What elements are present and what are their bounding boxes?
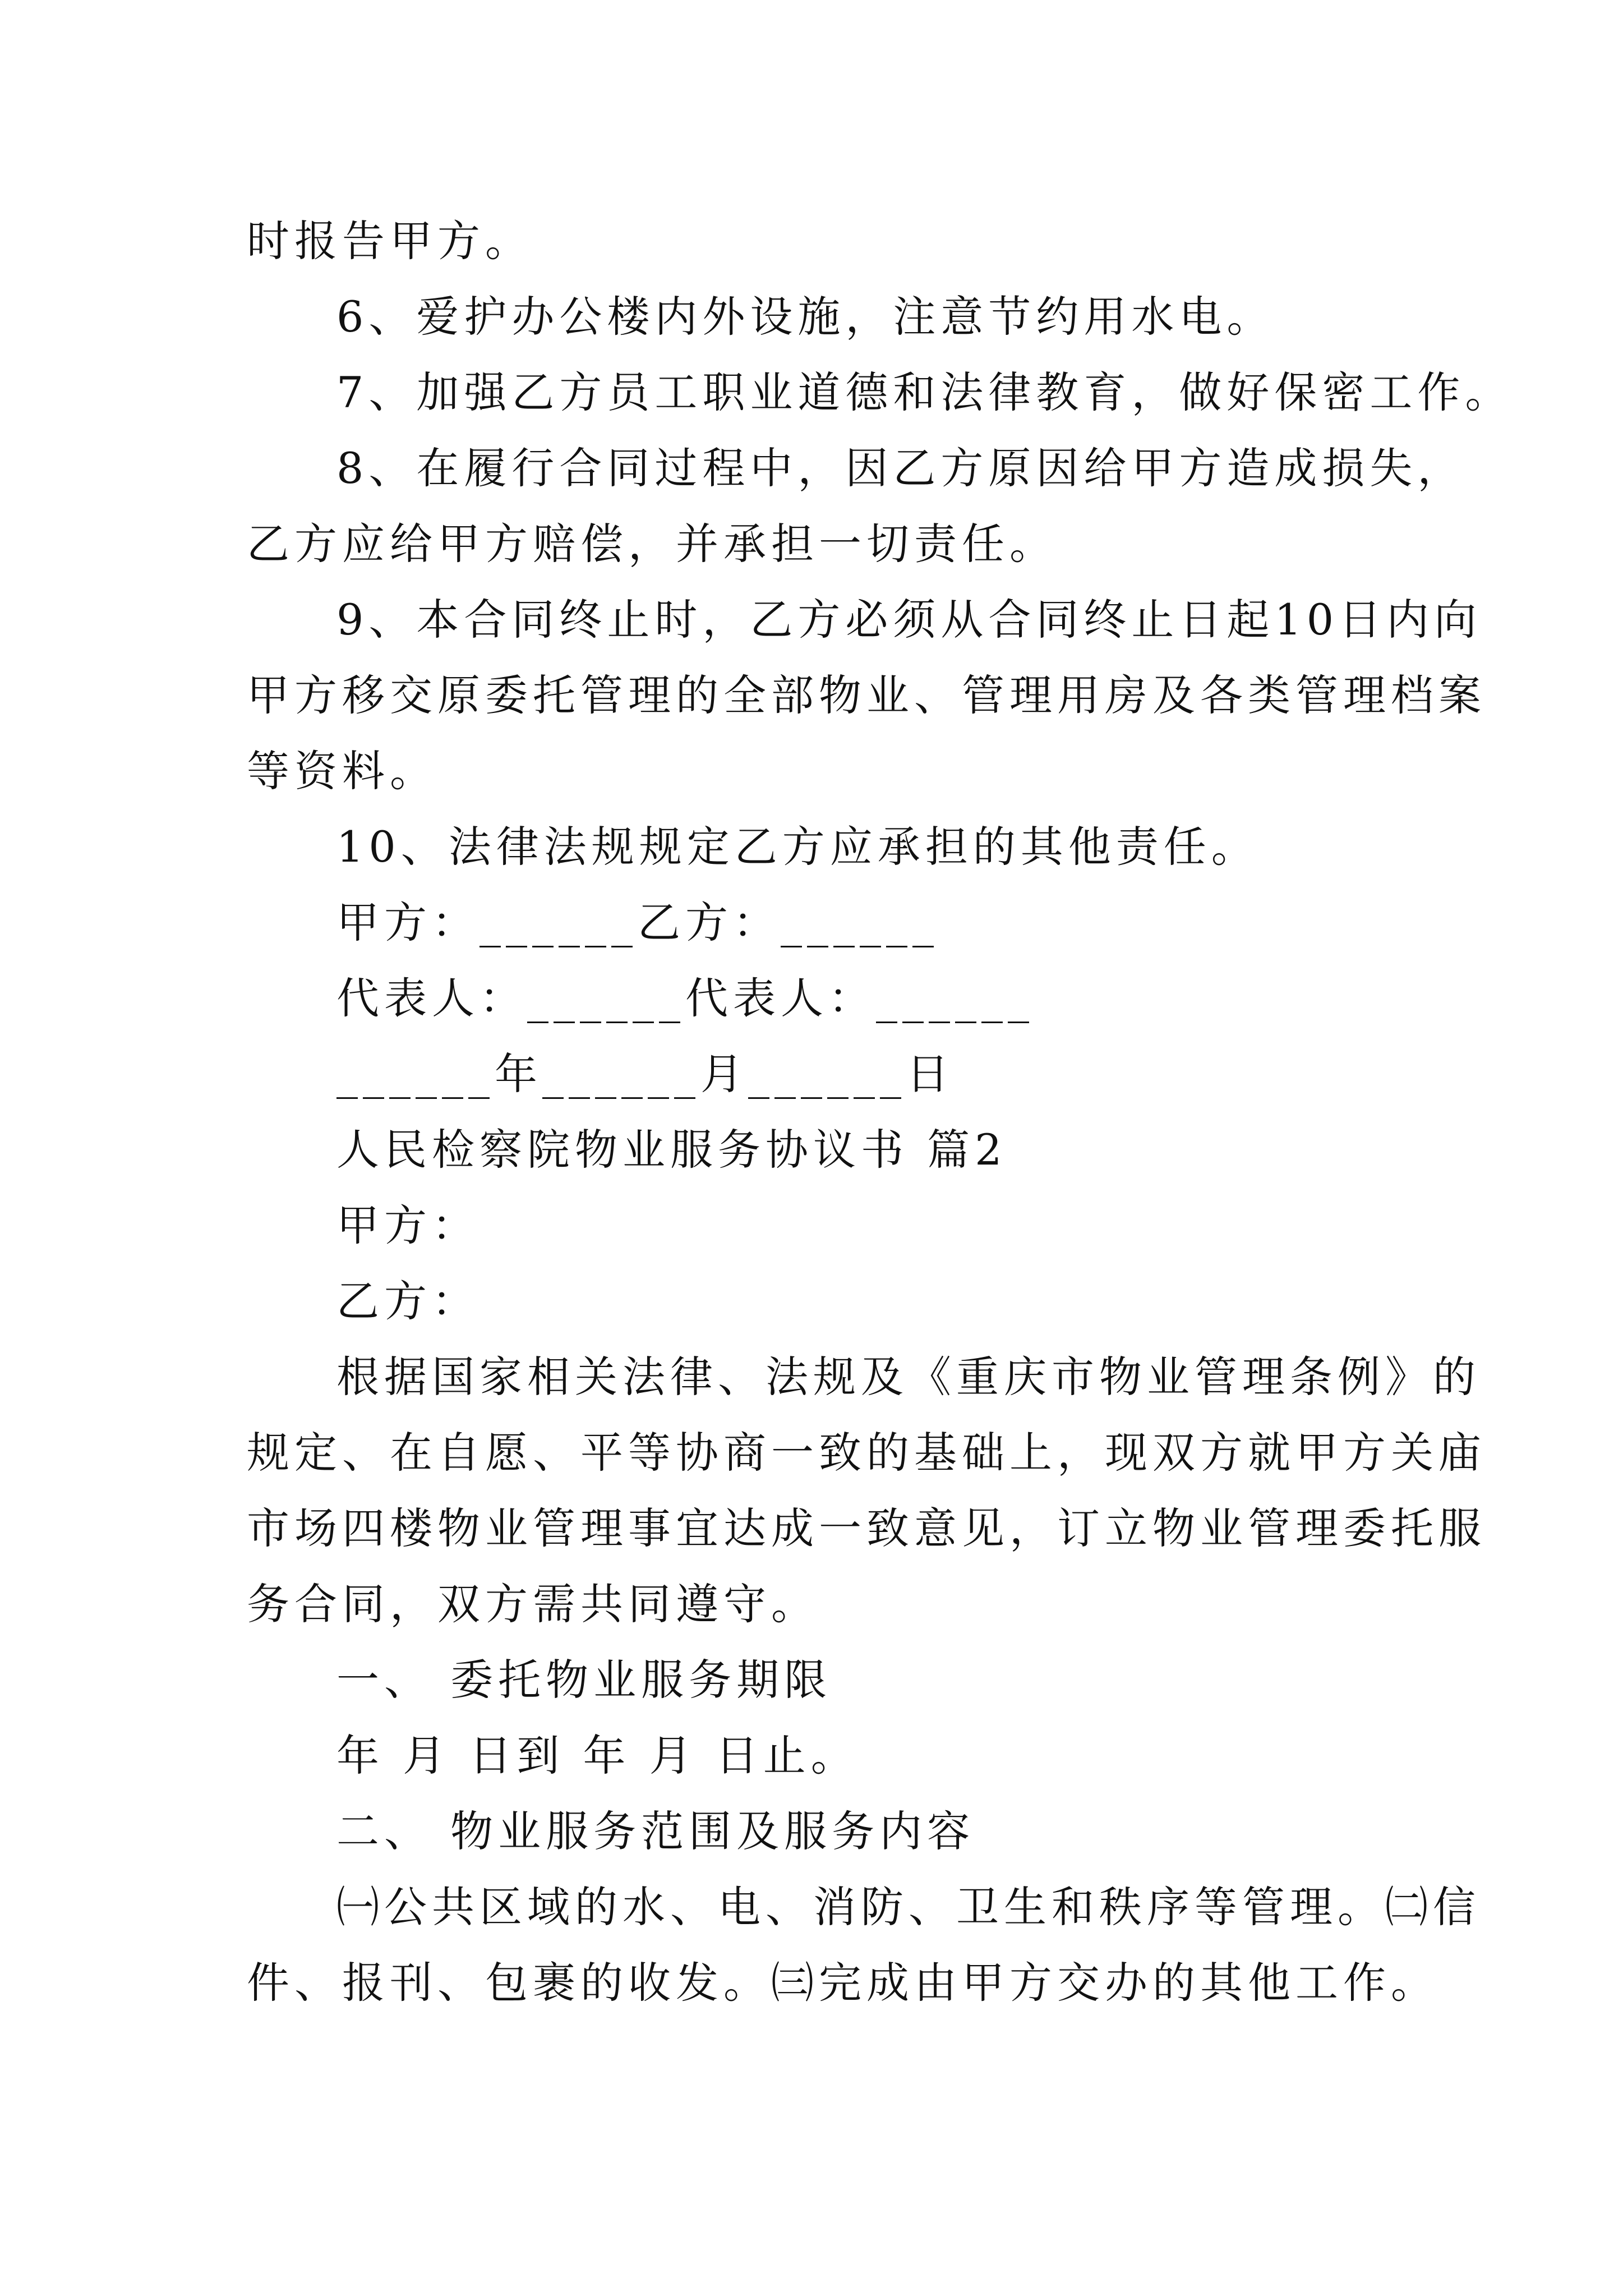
text-line: 10、法律法规规定乙方应承担的其他责任。: [336, 822, 1259, 872]
text-line: 年 月 日到 年 月 日止。: [336, 1731, 859, 1780]
text-line: 9、本合同终止时，乙方必须从合同终止日起10日内向: [336, 595, 1482, 645]
text-line: 件、报刊、包裹的收发。㈢完成由甲方交办的其他工作。: [247, 1958, 1438, 2008]
text-line: 市场四楼物业管理事宜达成一致意见，订立物业管理委托服: [247, 1503, 1486, 1553]
text-line: 7、加强乙方员工职业道德和法律教育，做好保密工作。: [336, 367, 1513, 417]
text-line: 6、爱护办公楼内外设施，注意节约用水电。: [336, 292, 1275, 342]
text-line: 务合同，双方需共同遵守。: [247, 1579, 819, 1629]
text-line: 8、在履行合同过程中，因乙方原因给甲方造成损失，: [336, 443, 1465, 493]
signature-party-line: 甲方：______乙方：______: [336, 898, 939, 947]
text-line: 等资料。: [247, 746, 437, 796]
text-line: 时报告甲方。: [247, 216, 533, 266]
clause-heading: 二、 物业服务范围及服务内容: [336, 1806, 975, 1856]
party-a-line: 甲方：: [336, 1200, 479, 1250]
text-line: 根据国家相关法律、法规及《重庆市物业管理条例》的: [336, 1352, 1481, 1402]
signature-representative-line: 代表人：______代表人：______: [336, 973, 1034, 1023]
section-heading: 人民检察院物业服务协议书 篇2: [336, 1125, 1007, 1175]
signature-date-line: ______年______月______日: [336, 1049, 954, 1099]
text-line: 规定、在自愿、平等协商一致的基础上，现双方就甲方关庙: [247, 1428, 1486, 1478]
text-line: 甲方移交原委托管理的全部物业、管理用房及各类管理档案: [247, 670, 1486, 720]
clause-heading: 一、 委托物业服务期限: [336, 1655, 832, 1705]
text-line: ㈠公共区域的水、电、消防、卫生和秩序等管理。㈡信: [336, 1882, 1481, 1932]
party-b-line: 乙方：: [336, 1276, 479, 1326]
text-line: 乙方应给甲方赔偿，并承担一切责任。: [247, 519, 1057, 569]
